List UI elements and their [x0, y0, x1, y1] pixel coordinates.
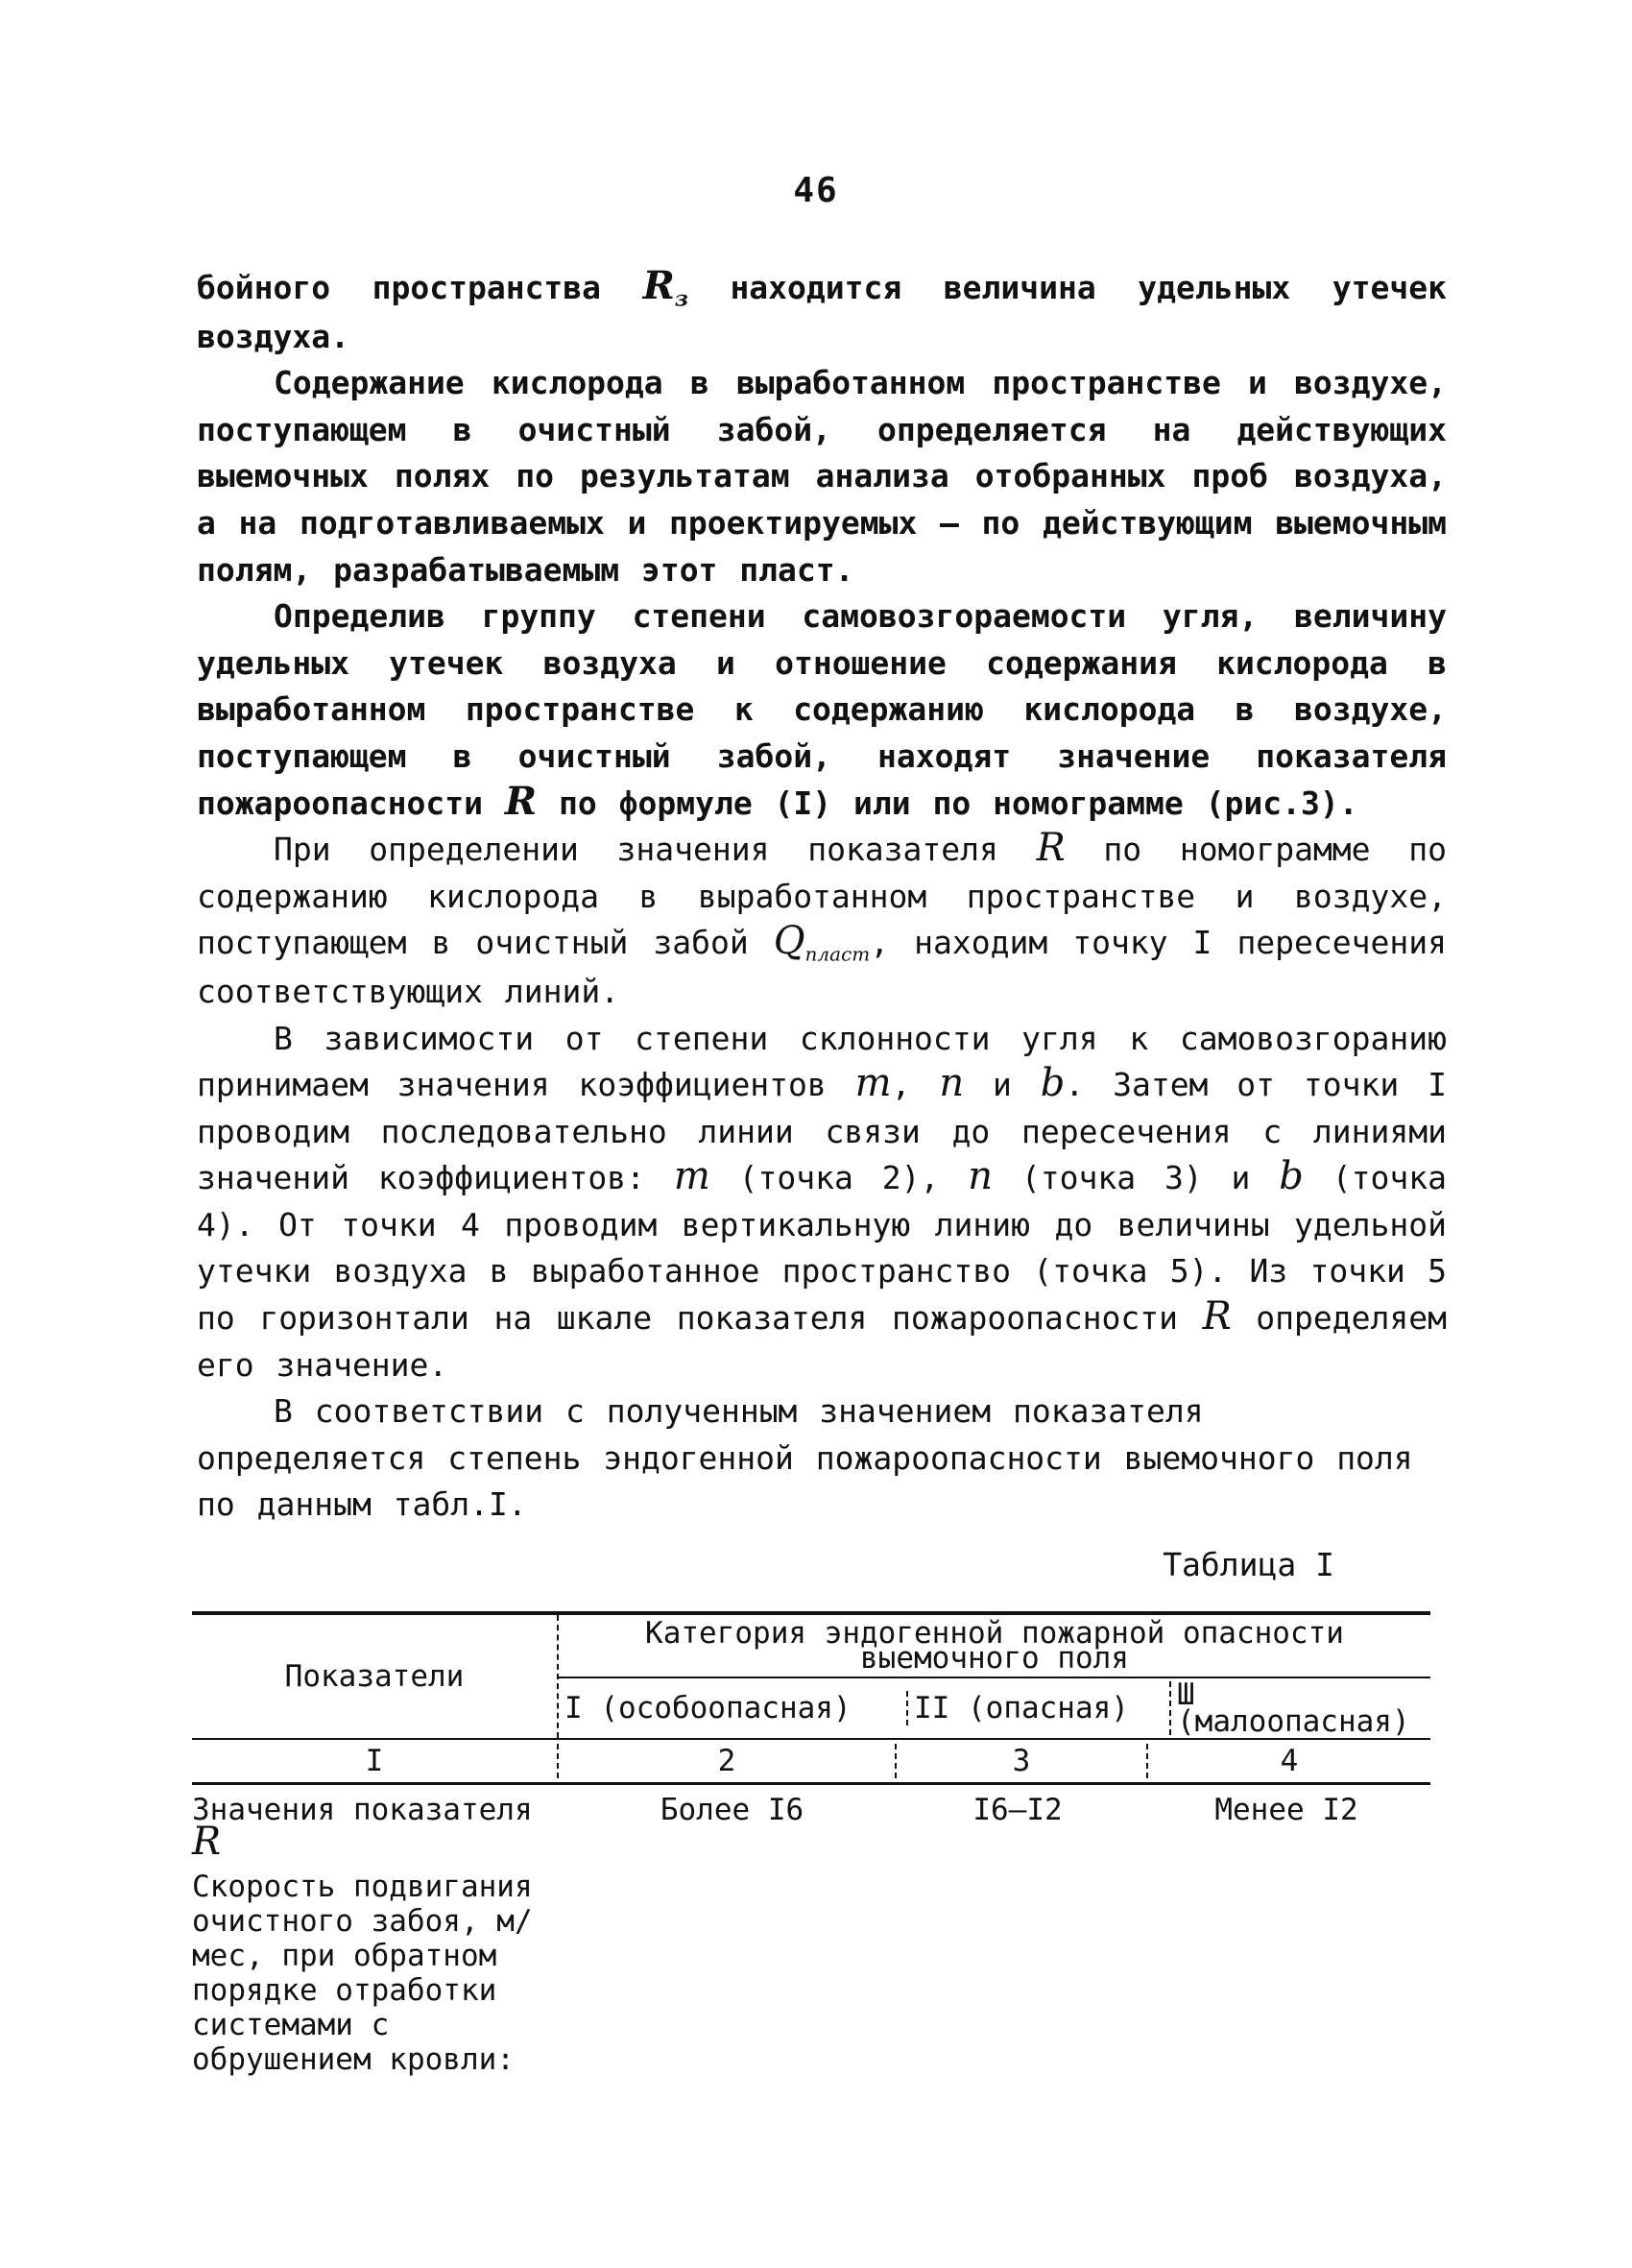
category-3: Ш (малоопасная)	[1169, 1681, 1430, 1735]
column-numbers	[192, 1740, 1430, 1785]
paragraph-5: В зависимости от степени склонности угля к самовозгоранию принимаем значения коэффициентов m, n и b. Затем от точки I проводим последовательно линии связи до пересечения с линиями значений коэффициентов: m (точка 2), n (точка 3) и b (точка 4). От точки 4 проводим вертикальную линию до величины удельной утечки воздуха в выработанное пространство (точка 5). Из точки 5 по горизонтали на шкале показателя пожароопасности R определяем его значение.	[197, 1019, 1447, 1384]
column-number: I	[365, 1744, 384, 1778]
paragraph-2: Содержание кислорода в выработанном пространстве и воздухе, поступающем в очистный забой, определяется на действующих выемочных полях по результатам анализа отобранных проб воздуха, а на подготавливаемых и проектируемых – по действующим выемочным полям, разрабатываемым этот пласт.	[197, 364, 1447, 589]
header-category: Категория эндогенной пожарной опасности выемочного поля	[559, 1615, 1430, 1678]
table-caption: Таблица I	[1163, 1546, 1334, 1583]
column-number: 4	[1146, 1744, 1430, 1778]
cell: Более I6	[660, 1793, 804, 1827]
header-indicators: Показатели	[284, 1659, 465, 1694]
cell: I6–I2	[972, 1793, 1063, 1827]
column-number: 2	[557, 1744, 895, 1778]
paragraph-1: бойного пространства $R_з$ находится величина удельных утечек воздуха.	[197, 263, 1447, 355]
column-number: 3	[895, 1744, 1146, 1778]
category-2: II (опасная)	[906, 1691, 1169, 1725]
category-1: I (особоопасная)	[564, 1691, 852, 1725]
paragraph-3: Определив группу степени самовозгораемости угля, величину удельных утечек воздуха и отношение содержания кислорода в выработанном пространстве к содержанию кислорода в воздухе, поступающем в очистный забой, находят значение показателя пожароопасности R по формуле (I) или по номограмме (рис.3).	[197, 597, 1447, 824]
row-label: Скорость подвигания очистного забоя, м/мес, при обратном порядке отработки системами с обрушением кровли:	[192, 1870, 533, 2077]
paragraph-6: В соответствии с полученным значением показателя определяется степень эндогенной пожароопасности выемочного поля по данным табл.I.	[197, 1392, 1413, 1524]
body-text	[197, 265, 1447, 1529]
cell: Менее I2	[1214, 1793, 1358, 1827]
row-label: Значения показателя R	[192, 1793, 533, 1864]
table-header	[192, 1615, 1430, 1738]
paragraph-4: При определении значения показателя R по номограмме по содержанию кислорода в выработанном пространстве и воздухе, поступающем в очистный забой $Q_{пласт}$, находим точку I пересечения соответствующих линий.	[197, 826, 1447, 1010]
page-number: 46	[793, 171, 839, 210]
table-row	[192, 1862, 1430, 2077]
table-row	[192, 1785, 1430, 1862]
table	[192, 1611, 1430, 2077]
